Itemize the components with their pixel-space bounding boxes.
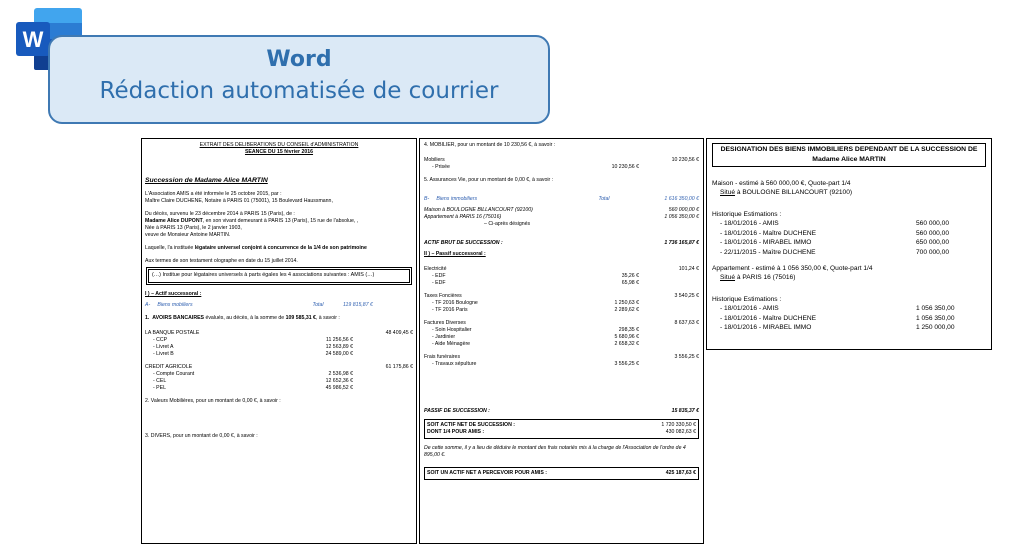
biens-immobiliers-row: B- Biens immobiliers Total 1 616 350,00 € [424,196,699,203]
dont-label: DONT 1/4 POUR AMIS : [427,429,485,436]
account-row: - Compte Courant 2 536,98 € [153,370,353,377]
prisee-row: - Prisée 10 230,56 € [432,164,639,171]
seance-date: SEANCE DU 15 février 2016 [244,149,314,156]
word-icon-letter: W [22,27,44,52]
ci-apres-note: – Ci-après désignés [484,221,531,228]
passif-category: Electricité 101,24 € [424,266,699,273]
document-page-3 [706,138,992,350]
deliberation-header: EXTRAIT DES DELIBERATIONS DU CONSEIL d'ADMINISTRATION [199,142,359,148]
title-banner [48,35,550,124]
passif-item: - Travaux sépulture 3 556,25 € [432,361,639,368]
deceased-address: , en son vivant demeurant à PARIS 13 (Paris), 15 rue de l'absolue, , [202,218,359,225]
paragraph: Née à PARIS 13 (Paris), le 2 janvier 1903, [145,225,242,232]
account-row: - Livret A 12 563,89 € [153,343,353,350]
paragraph [145,218,413,225]
net-amount: 1 720 330,50 € [661,422,696,429]
account-row: - PEL 45 986,52 € [153,384,353,391]
passif-item: - EDF 65,98 € [432,280,639,287]
paragraph: Du décès, survenu le 23 décembre 2014 à PARIS 15 (Paris), de : [145,211,295,218]
document-page-1 [141,138,417,544]
mobilier-line: 4. MOBILIER, pour un montant de 10 230,56 €, à savoir : [424,142,556,148]
passif-category: Frais funéraires 3 556,25 € [424,354,699,361]
net-label: SOIT ACTIF NET DE SUCCESSION : [427,422,515,429]
actif-section-title: I ) – Actif successoral : [145,290,202,297]
passif-total-row: PASSIF DE SUCCESSION : 15 835,37 € [424,408,699,415]
testament-quote: (…) Institue pour légataires universels à parts égales les 4 associations suivantes : AMIS (…) [148,269,410,282]
assurances-line: 5. Assurances Vie, pour un montant de 0,00 €, à savoir : [424,177,554,184]
passif-item: - EDF 35,26 € [432,273,639,280]
legataire-text: légataire universel conjoint à concurrence de la 1/4 de son patrimoine [194,245,367,252]
maison-location: Situé à BOULOGNE BILLANCOURT (92100) [720,189,853,197]
paragraph: veuve de Monsieur Antoine MARTIN. [145,232,231,239]
net-summary-box [424,419,699,439]
maison-line: Maison - estimé à 560 000,00 €, Quote-part 1/4 [712,179,851,187]
bank-row: CREDIT AGRICOLE 61 175,86 € [145,363,413,370]
bank-row: LA BANQUE POSTALE 48 409,45 € [145,329,413,336]
estimation-row: - 18/01/2016 - Maître DUCHENE 560 000,00 [720,229,950,237]
passif-item: - TF 2016 Boulogne 1 250,63 € [432,300,639,307]
estimation-row: - 18/01/2016 - AMIS 1 056 350,00 [720,305,955,313]
estimation-row: - 18/01/2016 - MIRABEL IMMO 650 000,00 [720,239,950,247]
divers-line: 3. DIVERS, pour un montant de 0,00 €, à savoir : [145,432,258,439]
paragraph: L'Association AMIS a été informée le 25 octobre 2015, par : [145,191,282,198]
account-row: - CCP 11 256,56 € [153,336,353,343]
actif-brut-row: ACTIF BRUT DE SUCCESSION : 1 736 165,87 € [424,240,699,247]
passif-category: Taxes Foncières 3 540,25 € [424,293,699,300]
paragraph: Aux termes de son testament olographe en date du 15 juillet 2014. [145,258,298,265]
mobiliers-row: Mobiliers 10 230,56 € [424,157,699,164]
passif-item: - Aide Ménagère 2 658,32 € [432,341,639,348]
banner-title: Word [266,47,332,72]
dont-amount: 430 082,63 € [665,429,696,436]
succession-title: Succession de Madame Alice MARTIN [145,177,268,185]
deceased-name: Madame Alice DUPONT [145,218,203,225]
historique-label: Historique Estimations : [712,210,782,218]
estimation-row: - 18/01/2016 - AMIS 560 000,00 [720,220,950,228]
estimation-row: - 22/11/2015 - Maître DUCHENE 700 000,00 [720,248,950,256]
designation-heading: DESIGNATION DES BIENS IMMOBILIERS DEPENDANT DE LA SUCCESSION DE Madame Alice MARTIN [712,143,986,167]
account-row: - CEL 12 652,36 € [153,377,353,384]
appartement-location: Situé à PARIS 16 (75016) [720,274,796,282]
immo-row: Maison à BOULOGNE BILLANCOURT (92100) 560 000,00 € [424,207,699,214]
passif-category: Factures Diverses 8 637,63 € [424,320,699,327]
passif-section-title: II ) – Passif successoral : [424,251,486,258]
biens-mobiliers-row: A- Biens mobiliers Total 119 815,87 € [145,301,373,308]
immo-row: Appartement à PARIS 16 (75016) 1 056 350,00 € [424,214,699,221]
paragraph: Maître Claire DUCHENE, Notaire à PARIS 01 (75001), 15 Boulevard Haussmann, [145,198,333,205]
appartement-line: Appartement - estimé à 1 056 350,00 €, Quote-part 1/4 [712,264,873,272]
notary-fees-note: De cette somme, il y a lieu de déduire le montant des frais notariés mis à la charge de l'Association de l'ordre de 4 895,00 €. [424,445,686,459]
historique-label: Historique Estimations : [712,295,782,303]
estimation-row: - 18/01/2016 - Maître DUCHENE 1 056 350,00 [720,314,955,322]
passif-item: - TF 2016 Paris 2 289,62 € [432,307,639,314]
banner-subtitle: Rédaction automatisée de courrier [99,78,499,104]
estimation-row: - 18/01/2016 - MIRABEL IMMO 1 250 000,00 [720,324,955,332]
account-row: - Livret B 24 589,00 € [153,350,353,357]
valeurs-mobilieres-line: 2. Valeurs Mobilières, pour un montant de 0,00 €, à savoir : [145,397,281,404]
passif-item: - Jardinier 5 680,96 € [432,334,639,341]
final-amount-box: SOIT UN ACTIF NET A PERCEVOIR POUR AMIS : 425 187,63 € [424,467,699,480]
paragraph: Laquelle, l'a instituée légataire universel conjoint à concurrence de la 1/4 de son patrimoine [145,245,367,252]
avoirs-bancaires-line: 1. AVOIRS BANCAIRES évalués, au décès, à la somme de 109 585,31 €, à savoir : [145,314,340,321]
passif-item: - Soin Hospitalier 298,35 € [432,327,639,334]
document-page-2 [419,138,704,544]
